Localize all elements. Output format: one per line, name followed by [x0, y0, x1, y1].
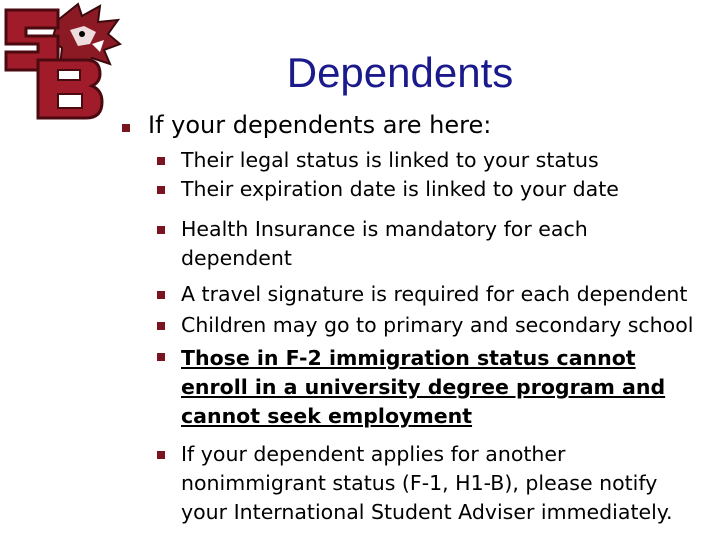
sb-wolf-logo-icon	[0, 0, 126, 122]
main-bullet-heading: If your dependents are here:	[148, 111, 492, 139]
list-item: Children may go to primary and secondary school	[181, 313, 694, 337]
list-item: Their legal status is linked to your status	[181, 148, 599, 172]
bullet-square-icon	[157, 353, 165, 361]
bullet-square-icon	[157, 291, 165, 299]
list-item: A travel signature is required for each dependent	[181, 282, 688, 306]
bullet-square-icon	[157, 226, 165, 234]
list-item: Health Insurance is mandatory for each dependent	[181, 217, 588, 270]
bullet-square-icon	[157, 451, 165, 459]
bullet-square-icon	[122, 124, 130, 132]
slide-title: Dependents	[286, 49, 514, 96]
list-item-emphasis: Those in F-2 immigration status cannot enroll in a university degree program and cannot seek employment	[181, 346, 666, 428]
list-item: If your dependent applies for another nonimmigrant status (F-1, H1-B), please notify your International Student Adviser immediately.	[181, 442, 673, 524]
bullet-square-icon	[157, 157, 165, 165]
bullet-square-icon	[157, 186, 165, 194]
list-item: Their expiration date is linked to your date	[181, 177, 619, 201]
letter-b-shape	[38, 60, 102, 118]
bullet-square-icon	[157, 322, 165, 330]
university-logo	[0, 0, 126, 122]
